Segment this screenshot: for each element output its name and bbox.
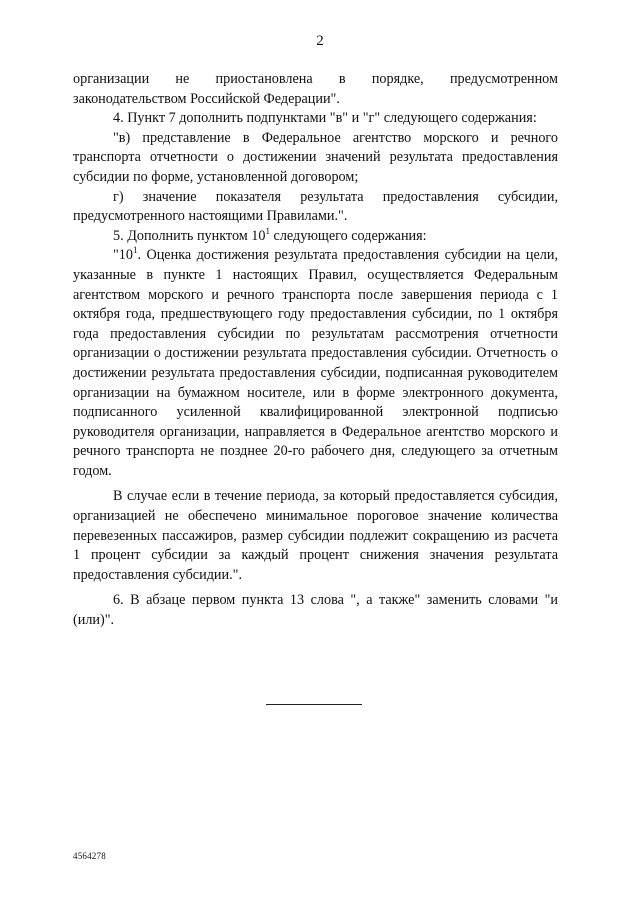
paragraph-clause-10-1-text: . Оценка достижения результата предоставления субсидии на цели, указанные в пункте 1 настоящих Правил, осуществляется Федеральным агентством морского и речного транспорта после завершения периода с 1 октября года, предшествующего году предоставления субсидии, по 1 октября года предоставления субсидии по результатам рассмотрения отчетности организации о достижении результата предоставления субсидии. Отчетность о достижении результата предоставления субсидии, подписанная руководителем организации на бумажном носителе, или в форме электронного документа, подписанного усиленной квалифицированной электронной подписью руководителя организации, направляется в Федеральное агентство морского и речного транспорта не позднее 20-го рабочего дня, следующего за отчетным годом. — [73, 247, 558, 479]
paragraph-item-5-text: 5. Дополнить пунктом 10 — [113, 227, 266, 244]
document-code: 4564278 — [73, 851, 106, 861]
paragraph-item-5-text-end: следующего содержания: — [269, 227, 427, 244]
paragraph-clause-10-1 — [73, 246, 558, 481]
paragraph-reduction-rule: В случае если в течение периода, за который предоставляется субсидия, организацией не обеспечено минимальное пороговое значение количества перевезенных пассажиров, размер субсидии подлежит сокращению из расчета 1 процент субсидии за каждый процент снижения значения результата предоставления субсидии.". — [73, 488, 558, 583]
paragraph-clause-10-1-start: "10 — [113, 247, 133, 264]
document-body — [73, 70, 558, 631]
paragraph-item-4: 4. Пункт 7 дополнить подпунктами "в" и "г" следующего содержания: — [113, 110, 537, 127]
superscript-marker: 1 — [132, 245, 138, 256]
end-of-text-rule — [266, 704, 362, 705]
paragraph-subitem-v: "в) представление в Федеральное агентство морского и речного транспорта отчетности о достижении значений результата предоставления субсидии по форме, установленной договором; — [73, 129, 558, 185]
paragraph-item-5 — [73, 227, 558, 247]
page-number: 2 — [316, 33, 324, 49]
paragraph-subitem-g: г) значение показателя результата предоставления субсидии, предусмотренного настоящими Правилами.". — [73, 188, 558, 225]
paragraph-item-6: 6. В абзаце первом пункта 13 слова ", а также" заменить словами "и (или)". — [73, 592, 558, 629]
superscript-marker: 1 — [265, 225, 270, 236]
paragraph-continuation: организации не приостановлена в порядке, предусмотренном законодательством Российской Федерации". — [73, 71, 558, 107]
